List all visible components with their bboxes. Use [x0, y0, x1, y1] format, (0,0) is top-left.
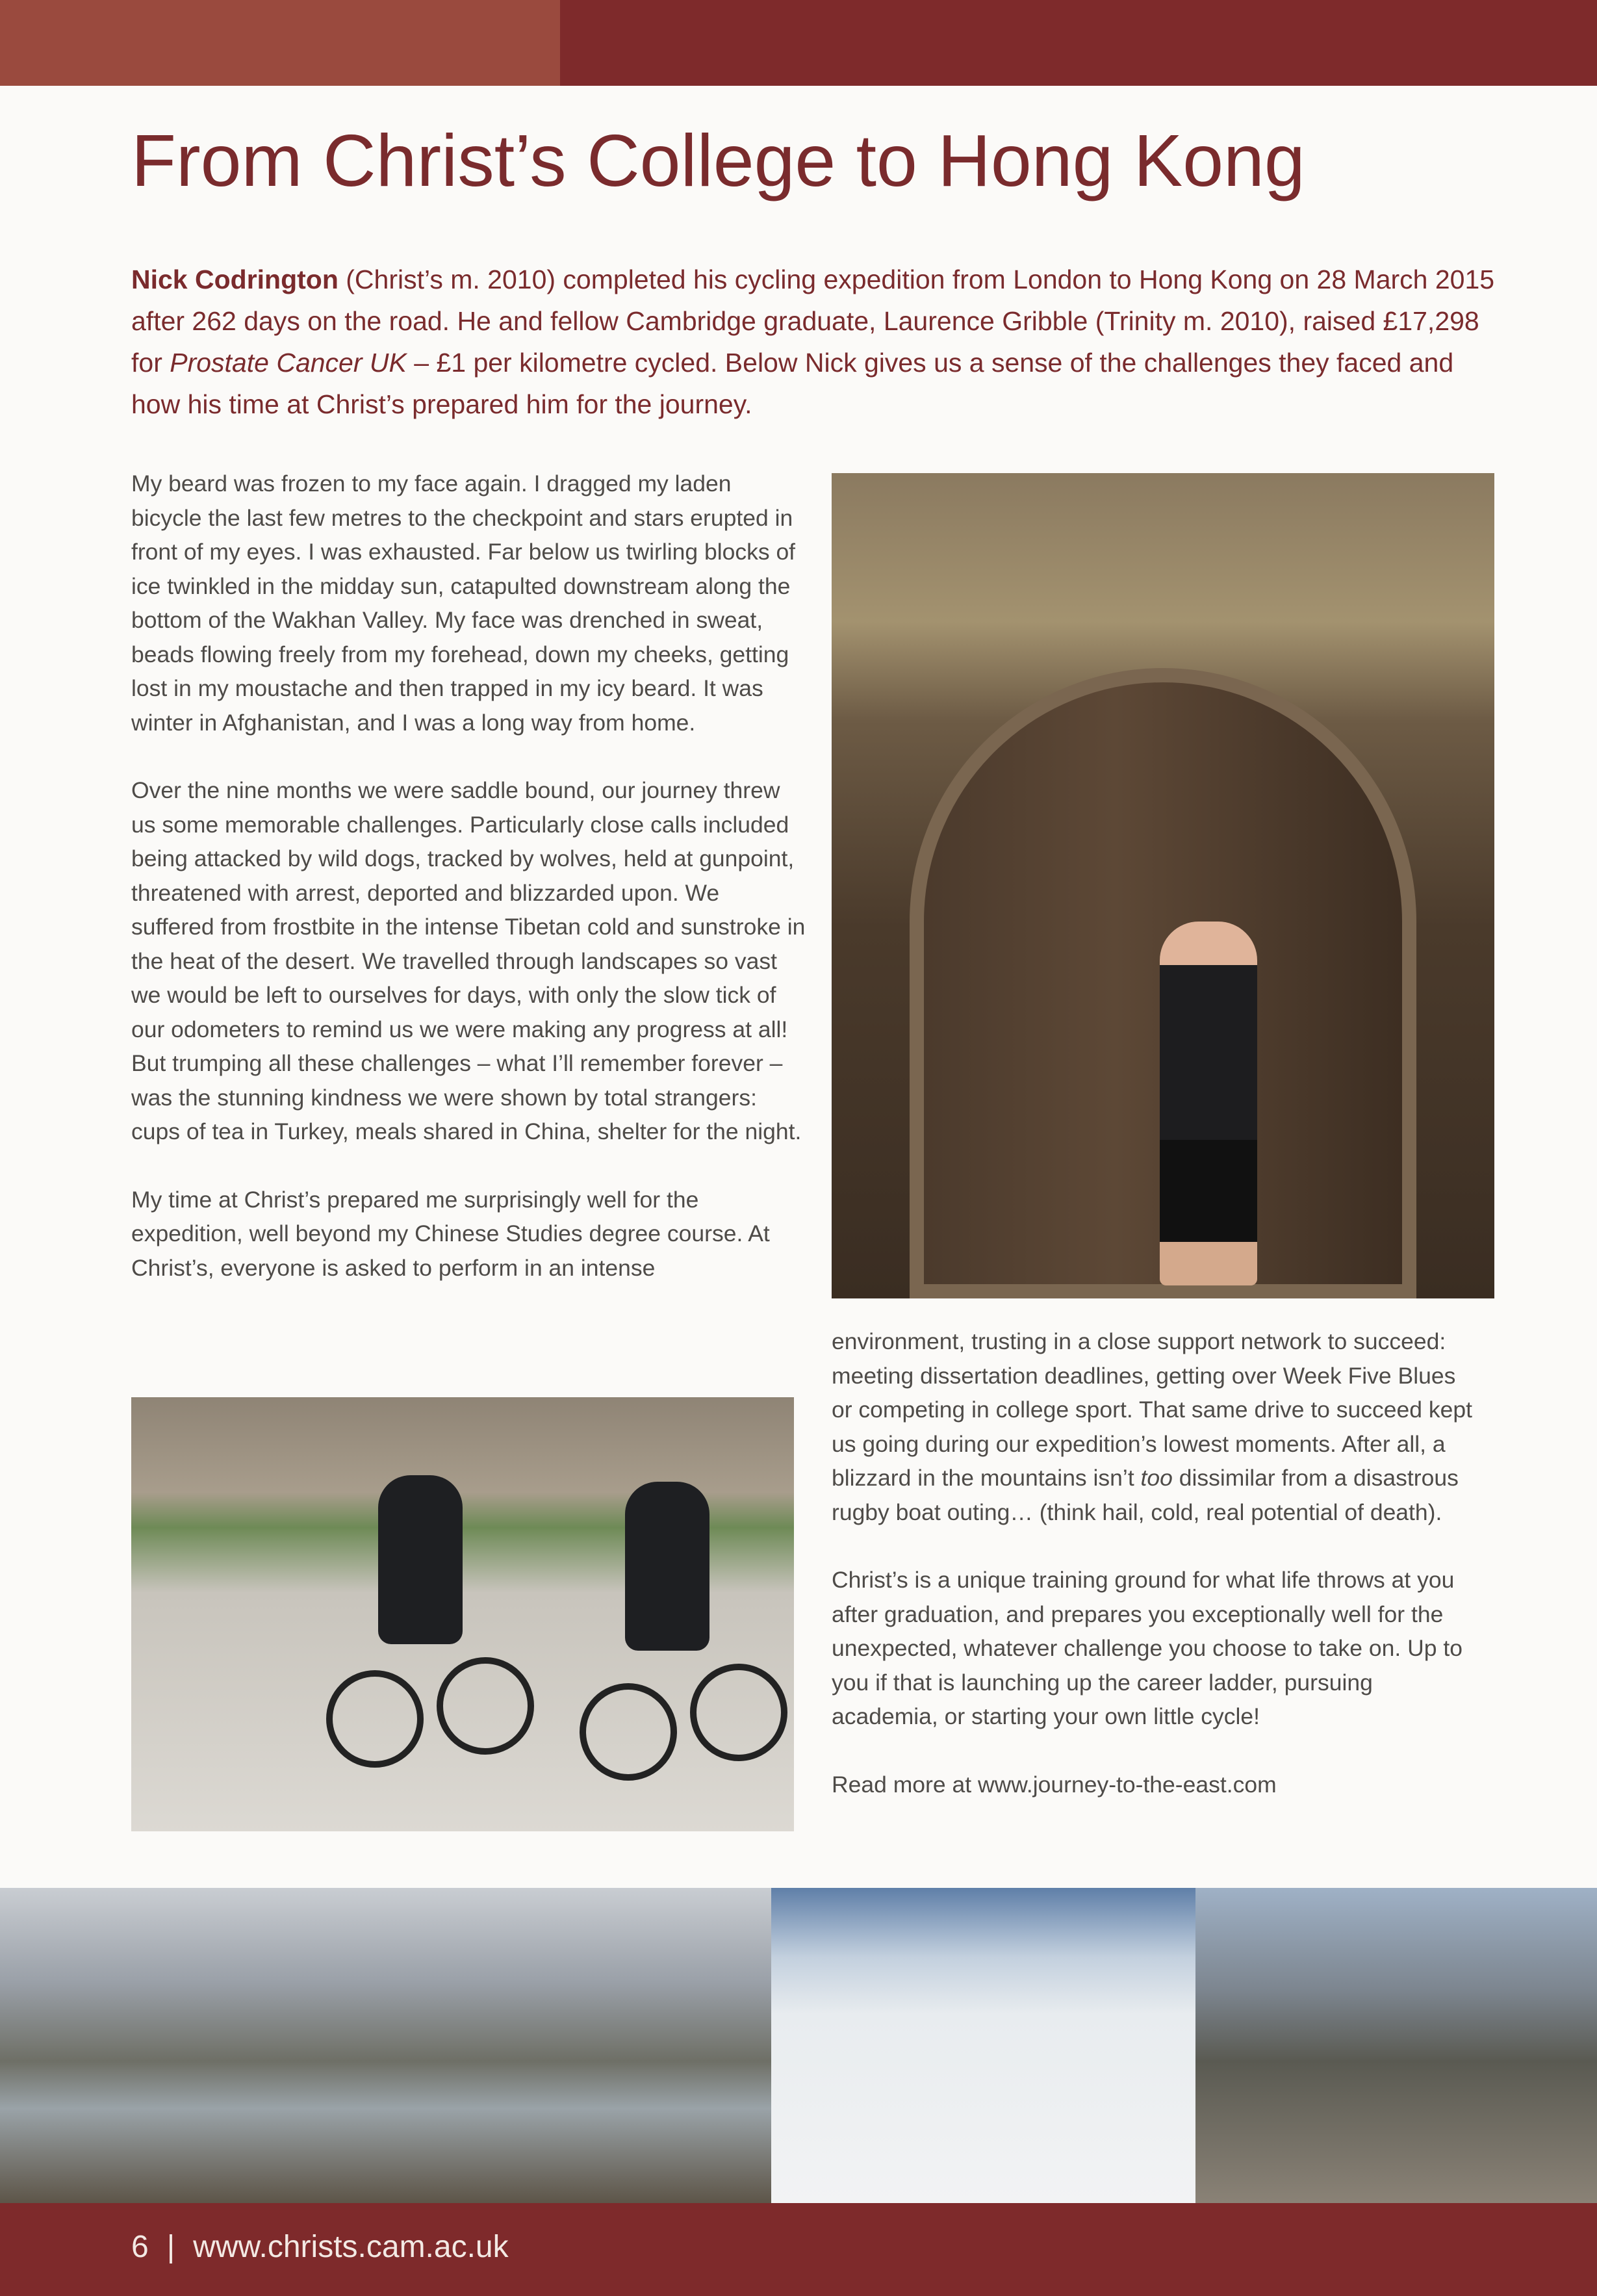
body-right-column: [832, 1324, 1481, 1835]
charity-name: Prostate Cancer UK: [170, 348, 407, 378]
body-paragraph: My beard was frozen to my face again. I dragged my laden bicycle the last few metres to the checkpoint and stars erupted in front of my eyes. I was exhausted. Far below us twirling blocks of ice twinkled in the midday sun, catapulted downstream along the bottom of the Wakhan Valley. My face was drenched in sweat, beads flowing freely from my forehead, down my cheeks, getting lost in my moustache and then trapped in my icy beard. It was winter in Afghanistan, and I was a long way from home.: [131, 471, 796, 736]
photo-cyclist-at-college-door: [832, 473, 1494, 1298]
bike-wheel: [326, 1670, 424, 1768]
footer-url: www.christs.cam.ac.uk: [193, 2230, 509, 2264]
body-paragraph: Over the nine months we were saddle bound, our journey threw us some memorable challenges. Particularly close calls included being attacked by wild dogs, tracked by wolves, held at gunpoint, threatened with arrest, deported and blizzarded upon. We suffered from frostbite in the intense Tibetan cold and sunstroke in the heat of the desert. We travelled through landscapes so vast we would be left to ourselves for days, with only the slow tick of our odometers to remind us we were making any progress at all! But trumping all these challenges – what I’ll remember forever – was the stunning kindness we were shown by total strangers: cups of tea in Turkey, meals shared in China, shelter for the night.: [131, 777, 806, 1144]
body-paragraph: [832, 1324, 1481, 1529]
article-intro: [131, 259, 1496, 425]
photo-cyclists-finishing: [131, 1397, 794, 1831]
intro-text-2: – £1 per kilometre cycled. Below Nick gives us a sense of the challenges they faced and how his time at Christ’s prepared him for the journey.: [131, 348, 1454, 419]
p1-text-b: dissimilar from a disastrous rugby boat outing… (think hail, cold, real potential of death).: [832, 1465, 1459, 1525]
author-name: Nick Codrington: [131, 264, 339, 294]
article-title: From Christ’s College to Hong Kong: [131, 120, 1305, 201]
top-banner: [0, 0, 1597, 86]
page-number: 6: [131, 2230, 149, 2264]
footer-text: [131, 2229, 509, 2265]
footer-bar: [0, 2203, 1597, 2296]
photo-mountain-valley: [1195, 1888, 1597, 2203]
p1-emphasis: too: [1140, 1465, 1173, 1491]
bike-wheel: [437, 1657, 534, 1755]
body-paragraph: My time at Christ’s prepared me surprisingly well for the expedition, well beyond my Chinese Studies degree course. At Christ’s, everyone is asked to perform in an intense: [131, 1186, 770, 1281]
p1-text-a: environment, trusting in a close support network to succeed: meeting dissertation deadlines, getting over Week Five Blues or competing in college sport. That same drive to succeed kept us going during our expedition’s lowest moments. After all, a blizzard in the mountains isn’t: [832, 1328, 1472, 1491]
rider-figure: [625, 1482, 709, 1651]
photo-snowy-road: [771, 1888, 1195, 2203]
read-more-line: Read more at www.journey-to-the-east.com: [832, 1771, 1277, 1798]
body-left-column: [131, 467, 807, 1319]
bike-wheel: [690, 1664, 787, 1761]
body-paragraph: Christ’s is a unique training ground for what life throws at you after graduation, and prepares you exceptionally well for the unexpected, whatever challenge you choose to take on. Up to you if that is launching up the career ladder, pursuing academia, or starting your own little cycle!: [832, 1567, 1463, 1729]
photo-mountain-lake: [0, 1888, 771, 2203]
bike-wheel: [580, 1683, 677, 1781]
cyclist-figure: [1160, 922, 1257, 1285]
top-banner-accent: [0, 0, 560, 86]
intro-text-1: (Christ’s m. 2010) completed his cycling expedition from London to Hong Kong on 28 March 2015 after 262 days on the road. He and fellow Cambridge graduate, Laurence Gribble (Trinity m. 2010), raised £17,298 for: [131, 264, 1495, 378]
rider-figure: [378, 1475, 463, 1644]
footer-separator: |: [166, 2230, 175, 2264]
